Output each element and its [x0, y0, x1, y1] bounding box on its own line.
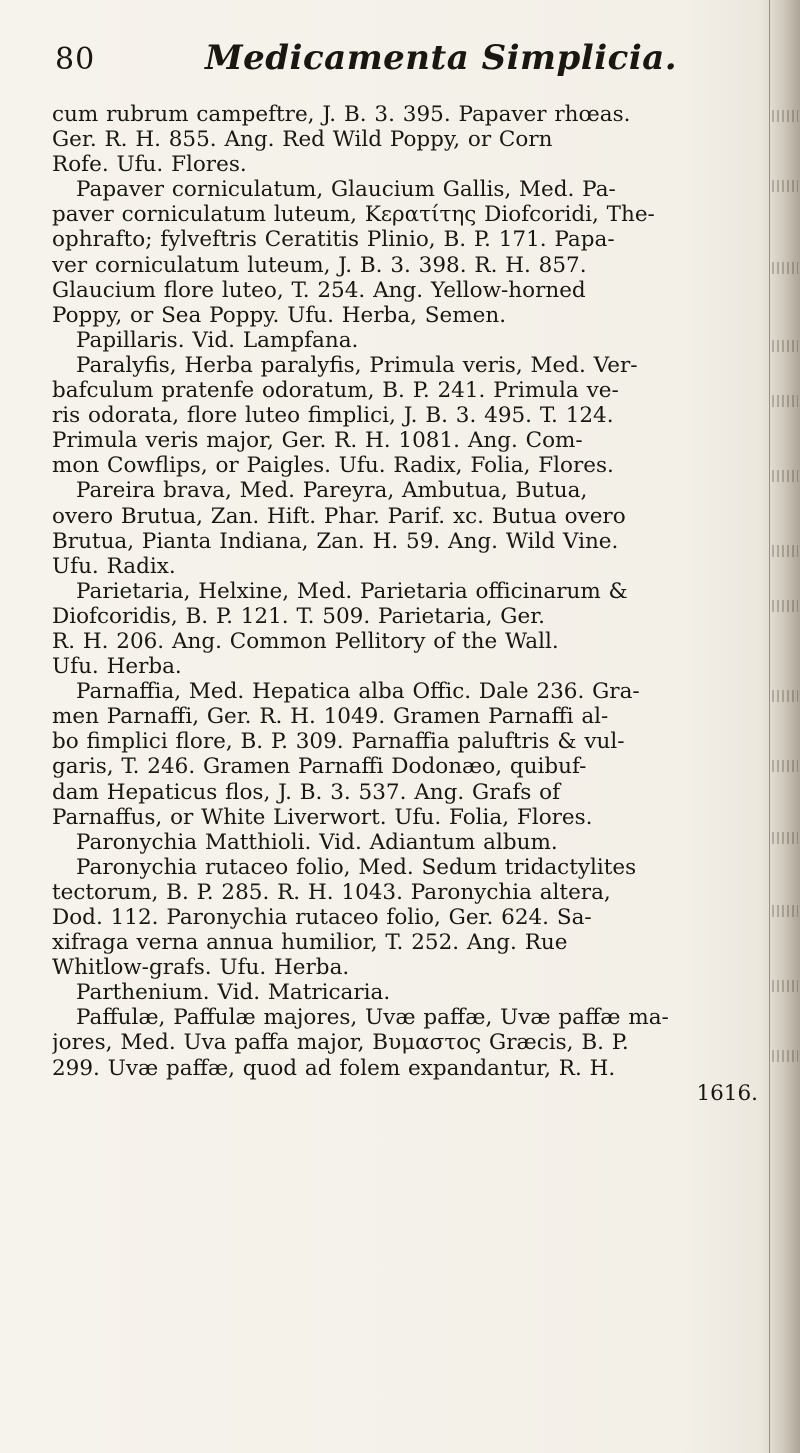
- text-line: Papaver corniculatum, Glaucium Gallis, Med. Pa-: [76, 177, 616, 203]
- text-line: ris odorata, flore luteo fimplici, J. B. 3. 495. T. 124.: [52, 403, 614, 429]
- text-line: Papillaris. Vid. Lampfana.: [76, 327, 359, 353]
- facing-page-bleed: [772, 832, 798, 844]
- text-line: R. H. 206. Ang. Common Pellitory of the Wall.: [52, 628, 559, 654]
- text-line: Pareira brava, Med. Pareyra, Ambutua, Butua,: [76, 478, 588, 504]
- text-line: Brutua, Pianta Indiana, Zan. H. 59. Ang. Wild Vine.: [52, 528, 619, 554]
- facing-page-bleed: [772, 905, 798, 917]
- text-line: tectorum, B. P. 285. R. H. 1043. Paronychia altera,: [52, 879, 611, 905]
- body-text: [52, 102, 762, 1106]
- text-line: Ufu. Herba.: [52, 654, 182, 680]
- text-line: Dod. 112. Paronychia rutaceo folio, Ger. 624. Sa-: [52, 905, 592, 930]
- text-line: paver corniculatum luteum, Κερατίτης Diofcoridi, The-: [52, 202, 655, 228]
- catchword: 1616.: [696, 1080, 758, 1106]
- page-header: [0, 38, 800, 88]
- text-line: xifraga verna annua humilior, T. 252. Ang. Rue: [52, 930, 568, 956]
- facing-page-bleed: [772, 180, 798, 192]
- text-line: bafculum pratenfe odoratum, B. P. 241. Primula ve-: [52, 378, 619, 404]
- text-line: garis, T. 246. Gramen Parnaffi Dodonæo, quibuf-: [52, 754, 587, 780]
- page-gutter-shadow: [760, 0, 800, 1453]
- facing-page-bleed: [772, 340, 798, 352]
- page-number: 80: [55, 42, 96, 77]
- facing-page-bleed: [772, 545, 798, 557]
- facing-page-bleed: [772, 690, 798, 702]
- facing-page-bleed: [772, 1050, 798, 1062]
- facing-page-bleed: [772, 760, 798, 772]
- text-line: Glaucium flore luteo, T. 254. Ang. Yellow-horned: [52, 277, 586, 303]
- gutter-fold-line: [769, 0, 770, 1453]
- text-line: Primula veris major, Ger. R. H. 1081. Ang. Com-: [52, 428, 583, 454]
- text-line: ophrafto; fylveftris Ceratitis Plinio, B. P. 171. Papa-: [52, 227, 615, 253]
- facing-page-bleed: [772, 110, 798, 122]
- facing-page-bleed: [772, 262, 798, 274]
- text-line: ver corniculatum luteum, J. B. 3. 398. R. H. 857.: [52, 252, 587, 278]
- text-line: Parthenium. Vid. Matricaria.: [76, 980, 391, 1006]
- text-line: Whitlow-grafs. Ufu. Herba.: [52, 955, 350, 981]
- text-line: 299. Uvæ paffæ, quod ad folem expandantur, R. H.: [52, 1055, 616, 1081]
- text-line: Ger. R. H. 855. Ang. Red Wild Poppy, or Corn: [52, 127, 553, 153]
- text-line: overo Brutua, Zan. Hift. Phar. Parif. xc. Butua overo: [52, 503, 626, 529]
- text-line: Ufu. Radix.: [52, 553, 176, 579]
- text-line: Paronychia rutaceo folio, Med. Sedum tridactylites: [76, 854, 637, 880]
- text-line: men Parnaffi, Ger. R. H. 1049. Gramen Parnaffi al-: [52, 704, 609, 730]
- text-line: bo fimplici flore, B. P. 309. Parnaffia paluftris & vul-: [52, 729, 625, 755]
- text-line: Paralyfis, Herba paralyfis, Primula veris, Med. Ver-: [76, 352, 638, 378]
- text-line: Parietaria, Helxine, Med. Parietaria officinarum &: [76, 578, 628, 604]
- text-line: Diofcoridis, B. P. 121. T. 509. Parietaria, Ger.: [52, 603, 545, 629]
- text-line: Rofe. Ufu. Flores.: [52, 152, 247, 178]
- text-line: dam Hepaticus flos, J. B. 3. 537. Ang. Grafs of: [52, 779, 561, 805]
- text-line: Paronychia Matthioli. Vid. Adiantum album.: [76, 829, 558, 855]
- text-line: jores, Med. Uva paffa major, Βυμαστος Græcis, B. P.: [52, 1030, 629, 1056]
- text-line: Paffulæ, Paffulæ majores, Uvæ paffæ, Uvæ paffæ ma-: [76, 1005, 669, 1031]
- running-title: Medicamenta Simplicia.: [205, 38, 678, 78]
- text-line: mon Cowflips, or Paigles. Ufu. Radix, Folia, Flores.: [52, 453, 614, 479]
- text-line: Parnaffia, Med. Hepatica alba Offic. Dale 236. Gra-: [76, 679, 640, 705]
- facing-page-bleed: [772, 600, 798, 612]
- facing-page-bleed: [772, 980, 798, 992]
- text-line: Poppy, or Sea Poppy. Ufu. Herba, Semen.: [52, 302, 507, 328]
- text-line: Parnaffus, or White Liverwort. Ufu. Folia, Flores.: [52, 804, 593, 830]
- facing-page-bleed: [772, 470, 798, 482]
- facing-page-bleed: [772, 395, 798, 407]
- text-line: cum rubrum campeftre, J. B. 3. 395. Papaver rhœas.: [52, 102, 631, 127]
